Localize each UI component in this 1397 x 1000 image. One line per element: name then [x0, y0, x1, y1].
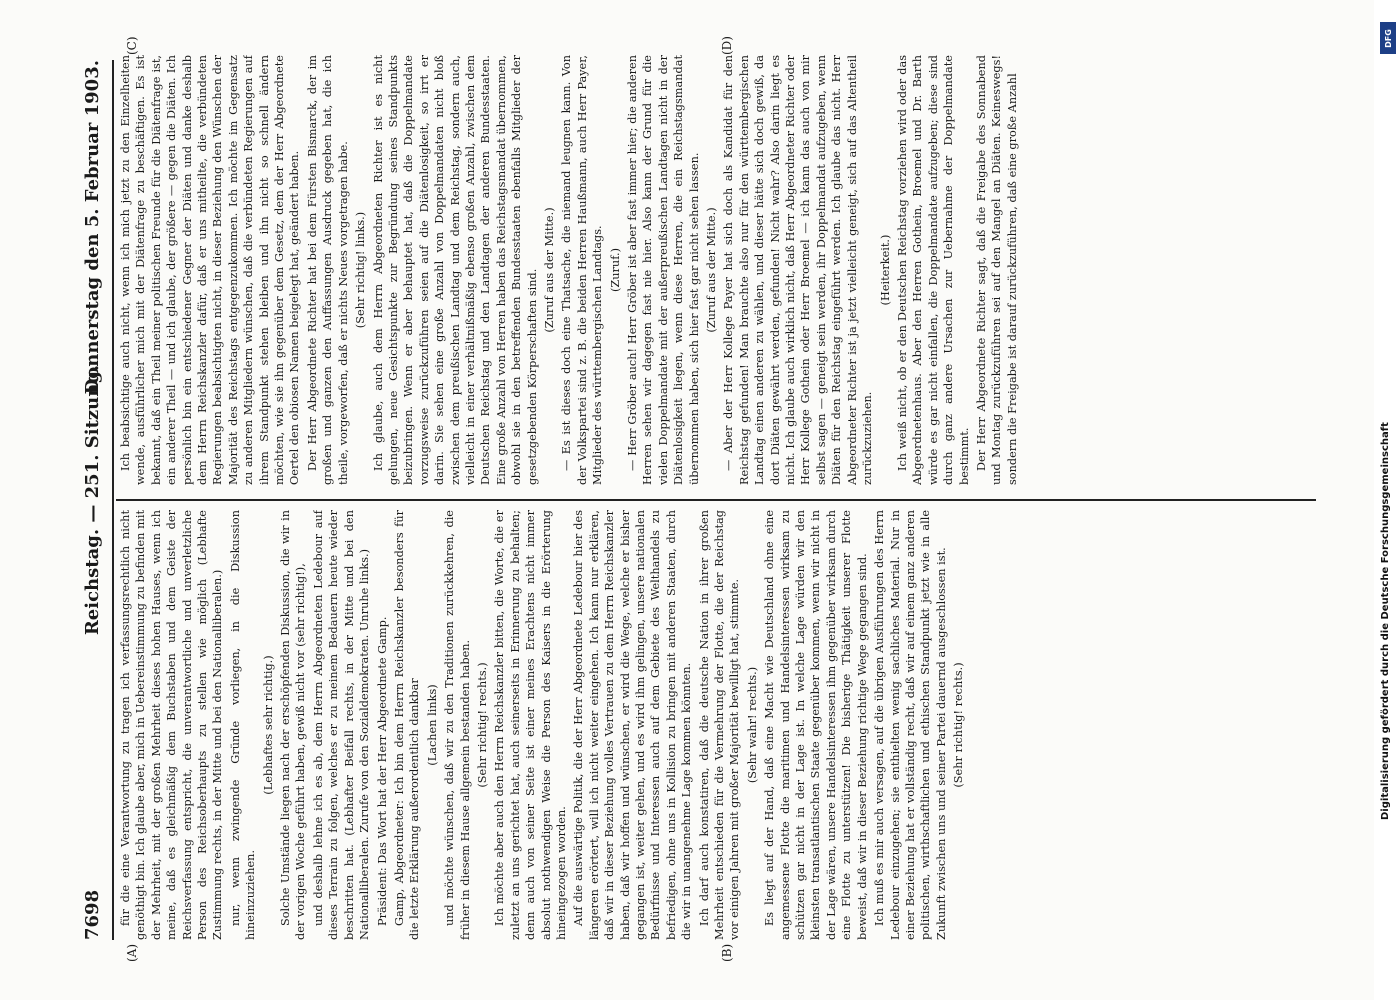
page-number: 7698	[82, 889, 103, 940]
paragraph: Ich beabsichtige auch nicht, wenn ich mich jetzt zu den Einzelheiten wende, ausführlicher mich mit der Diätenfrage zu beschäftigen. Es ist bekannt, daß ein Theil meiner politischen Freunde für die Diätenfrage ist, ein anderer Theil — und ich glaube, der größere — gegen die Diäten. Ich persönlich bin ein entschiedener Gegner der Diäten und danke deshalb dem Herrn Reichskanzler dafür, daß er uns mitheilte, die verbündeten Regierungen beabsichtigten nicht, in dieser Beziehung den Wünschen der Majorität des Reichstags entgegenzukommen. Ich möchte im Gegensatz zu anderen Mitgliedern wünschen, daß die verbündeten Regierungen auf ihrem Standpunkt stehen bleiben und ihn nicht so schnell ändern möchten, wie sie ihn gegenüber dem Gesetz, dem der Herr Abgeordnete Oertel den obiosen Namen beigelegt hat, geändert haben.	[119, 55, 302, 485]
paragraph: (Sehr richtig! links.)	[354, 211, 368, 329]
paragraph: und deshalb lehne ich es ab, dem Herrn Abgeordneten Ledebour auf dieses Terrain zu folgen, welches er zu meinem Bedauern heute wieder beschritten hat. (Lebhafter Beifall rechts, in der Mitte und bei den Nationalliberalen. Zurufe von den Sozialdemokraten. Unruhe links.)	[311, 510, 372, 940]
dfg-logo: DFG	[1380, 22, 1396, 54]
paragraph: Der Herr Abgeordnete Richter hat bei dem Fürsten Bismarck, der im großen und ganzen den Auffassungen Ausdruck gegeben hat, die ich theile, vorgeworfen, daß er nichts Neues vorgetragen habe.	[305, 55, 350, 485]
paragraph: — Herr Gröber auch! Herr Gröber ist aber fast immer hier; die anderen Herren sehen wir dagegen fast nie hier. Also kann der Grund für die vielen Doppelmandate mit der außerpreußischen Landtagen nicht in der Diätenlosigkeit liegen, wenn diese Herren, die ein Reichstagsmandat übernommen haben, sich hier fast gar nicht sehen lassen.	[626, 55, 701, 485]
margin-mark-d: (D)	[720, 36, 734, 55]
session-title: Reichstag. — 251. Sitzung.	[82, 364, 103, 636]
column-divider	[116, 499, 1316, 501]
paragraph: Präsident: Das Wort hat der Herr Abgeordnete Gamp.	[375, 616, 389, 926]
paragraph: nur, wenn zwingende Gründe vorliegen, in die Diskussion hineinzuziehen.	[228, 510, 258, 940]
paragraph: Ich weiß nicht, ob er den Deutschen Reichstag vorziehen wird oder das Abgeordnetenhaus. Aber den Herren Gothein, Broemel und Dr. Barth würde es gar nicht einfallen, die Doppelmandate aufzugeben; diese sind durch ganz andere Ursachen zur Uebernahme der Doppelmandate bestimmt.	[895, 55, 971, 485]
margin-mark-b: (B)	[720, 943, 734, 962]
paragraph: (Lachen links)	[425, 684, 439, 766]
paragraph: Ich möchte aber auch den Herrn Reichskanzler bitten, die Worte, die er zuletzt an uns gerichtet hat, auch seinerseits in Erinnerung zu behalten; denn auch von seiner Seite ist einer meines Erachtens nicht immer absolut nothwendigen Weise die Person des Kaisers in die Erörterung hineingezogen worden.	[493, 510, 568, 940]
paragraph: für die eine Verantwortung zu tragen ich verfassungsrechtlich nicht genöthigt bin. Ich glaube aber, mich in Uebereinstimmung zu befinden mit der Mehrheit, mit der großen Mehrheit dieses hohen Hauses, wenn ich meine, daß es gleichmäßig dem Buchstaben und dem Geiste der Reichsverfassung entspricht, die unverantwortliche und unverletzliche Person des Reichsoberhaupts zu stellen wie möglich (Lebhafte Zustimmung rechts, in der Mitte und bei den Nationalliberalen.)	[119, 510, 225, 940]
paragraph: — Es ist dieses doch eine Thatsache, die niemand leugnen kann. Von der Volkspartei sind z. B. die beiden Herren Haußmann, auch Herr Payer, Mitglieder des württembergischen Landtags.	[560, 55, 605, 485]
paragraph: (Zuruf aus der Mitte.)	[542, 207, 556, 333]
paragraph: Es liegt auf der Hand, daß eine Macht wie Deutschland ohne eine angemessene Flotte die maritimen und Handelsinteressen wirksam zu schützen gar nicht in der Lage ist. In welche Lage würden wir den kleinsten transatlantischen Staate gegenüber kommen, wenn wir nicht in der Lage wären, unsere Handelsinteressen ihm gegenüber wirksam durch eine Flotte zu unterstützen! Die bisherige Thätigkeit unserer Flotte beweist, daß wir in dieser Beziehung richtige Wege gegangen sind.	[763, 510, 869, 940]
left-column	[118, 510, 1298, 940]
paragraph: (Lebhaftes sehr richtig.)	[261, 655, 275, 795]
paragraph: Ich muß es mir auch versagen, auf die übrigen Ausführungen des Herrn Ledebour einzugehen; sie enthielten wenig sachliches Material. Nur in einer Beziehung hat er vollständig recht, daß wir auf einem ganz anderen politischen, wirthschaftlichen und ethischen Standpunkt jetzt wie in alle Zukunft zwischen uns und seiner Partei dauernd ausgeschlossen ist.	[873, 510, 948, 940]
paragraph: Ich darf auch konstatiren, daß die deutsche Nation in ihrer großen Mehrheit entschieden für die Vermehrung der Flotte, die der Reichstag vor einigen Jahren mit großer Majorität bewilligt hat, stimmte.	[697, 510, 742, 940]
paragraph: Auf die auswärtige Politik, die der Herr Abgeordnete Ledebour hier des längeren erörtert, will ich nicht weiter eingehen. Ich kann nur erklären, daß wir in dieser Beziehung volles Vertrauen zu dem Herrn Reichskanzler haben, daß wir hoffen und wünschen, er wird die Wege, welche er bisher gegangen ist, weiter gehen, und es wird ihm gelingen, unsere nationalen Bedürfnisse und Interessen auch auf dem Gebiete des Welthandels zu befriedigen, ohne uns in Kollision zu bringen mit anderen Staaten, durch die wir in unangenehme Lage kommen könnten.	[572, 510, 694, 940]
paragraph: und möchte wünschen, daß wir zu den Traditionen zurückkehren, die früher in diesem Hause allgemein bestanden haben.	[443, 510, 472, 940]
paragraph: — Aber der Herr Kollege Payer hat sich doch als Kandidat für den Reichstag gefunden! Man brauchte also nur für den württembergischen Landtag einen anderen zu wählen, und dieser hätte sich doch gewiß, da dort Diäten gewährt werden, gefunden! Nicht wahr? Also darin liegt es nicht. Ich glaube auch wirklich nicht, daß Herr Abgeordneter Richter oder Herr Kollege Gothein oder Herr Broemel — ich kann das auch von mir selbst sagen — geneigt sein werden, ihr Doppelmandat aufzugeben, wenn Diäten für den Reichstag eingeführt werden. Ich glaube das nicht. Herr Abgeordneter Richter ist ja jetzt vielleicht geneigt, sich auf das Altentheil zurückzuziehen.	[722, 55, 875, 485]
margin-mark-c: (C)	[125, 36, 139, 55]
page-header	[78, 60, 108, 940]
paragraph: (Heiterkeit.)	[878, 234, 892, 306]
session-date: Donnerstag den 5. Februar 1903.	[82, 60, 103, 395]
paragraph: (Sehr richtig! rechts.)	[475, 662, 489, 788]
paragraph: (Zuruf.)	[608, 248, 622, 292]
digitization-credit: Digitalisierung gefördert durch die Deutsche Forschungsgemeinschaft	[1380, 422, 1391, 820]
paragraph: Ich glaube, auch dem Herrn Abgeordneten Richter ist es nicht gelungen, neue Gesichtspunkte zur Begründung seines Standpunkts beizubringen. Wenn er aber behauptet hat, daß die Doppelmandate vorzugsweise zurückzuführen seien auf die Diätenlosigkeit, so irrt er darin. Sie sehen eine große Anzahl von Doppelmandaten nicht bloß zwischen dem preußischen Landtag und dem Reichstag, sondern auch, vielleicht in einer verhältnißmäßig ebenso großen Anzahl, zwischen dem Deutschen Reichstag und den Landtagen der anderen Bundesstaaten. Eine große Anzahl von Herren haben das Reichstagsmandat übernommen, obwohl sie in den betreffenden Bundesstaaten ebenfalls Mitglieder der gesetzgebenden Körperschaften sind.	[371, 55, 539, 485]
margin-mark-a: (A)	[125, 943, 139, 962]
paragraph: (Zuruf aus der Mitte.)	[705, 207, 719, 333]
right-column	[118, 55, 1298, 485]
paragraph: Solche Umstände liegen nach der erschöpfenden Diskussion, die wir in der vorigen Woche geführt haben, gewiß nicht vor (sehr richtig!),	[279, 510, 308, 940]
paragraph: Gamp, Abgeordneter: Ich bin dem Herrn Reichskanzler besonders für die letzte Erklärung außerordentlich dankbar	[392, 510, 422, 940]
paragraph: (Sehr wahr! rechts.)	[745, 666, 759, 784]
header-rule	[112, 60, 114, 940]
paragraph: (Sehr richtig! rechts.)	[952, 662, 966, 788]
paragraph: Der Herr Abgeordnete Richter sagt, daß die Freigabe des Sonnabend und Montag zurückzuführen sei auf den Mangel an Diäten. Keineswegs! sondern die Freigabe ist darauf zurückzuführen, daß eine große Anzahl	[974, 55, 1019, 485]
